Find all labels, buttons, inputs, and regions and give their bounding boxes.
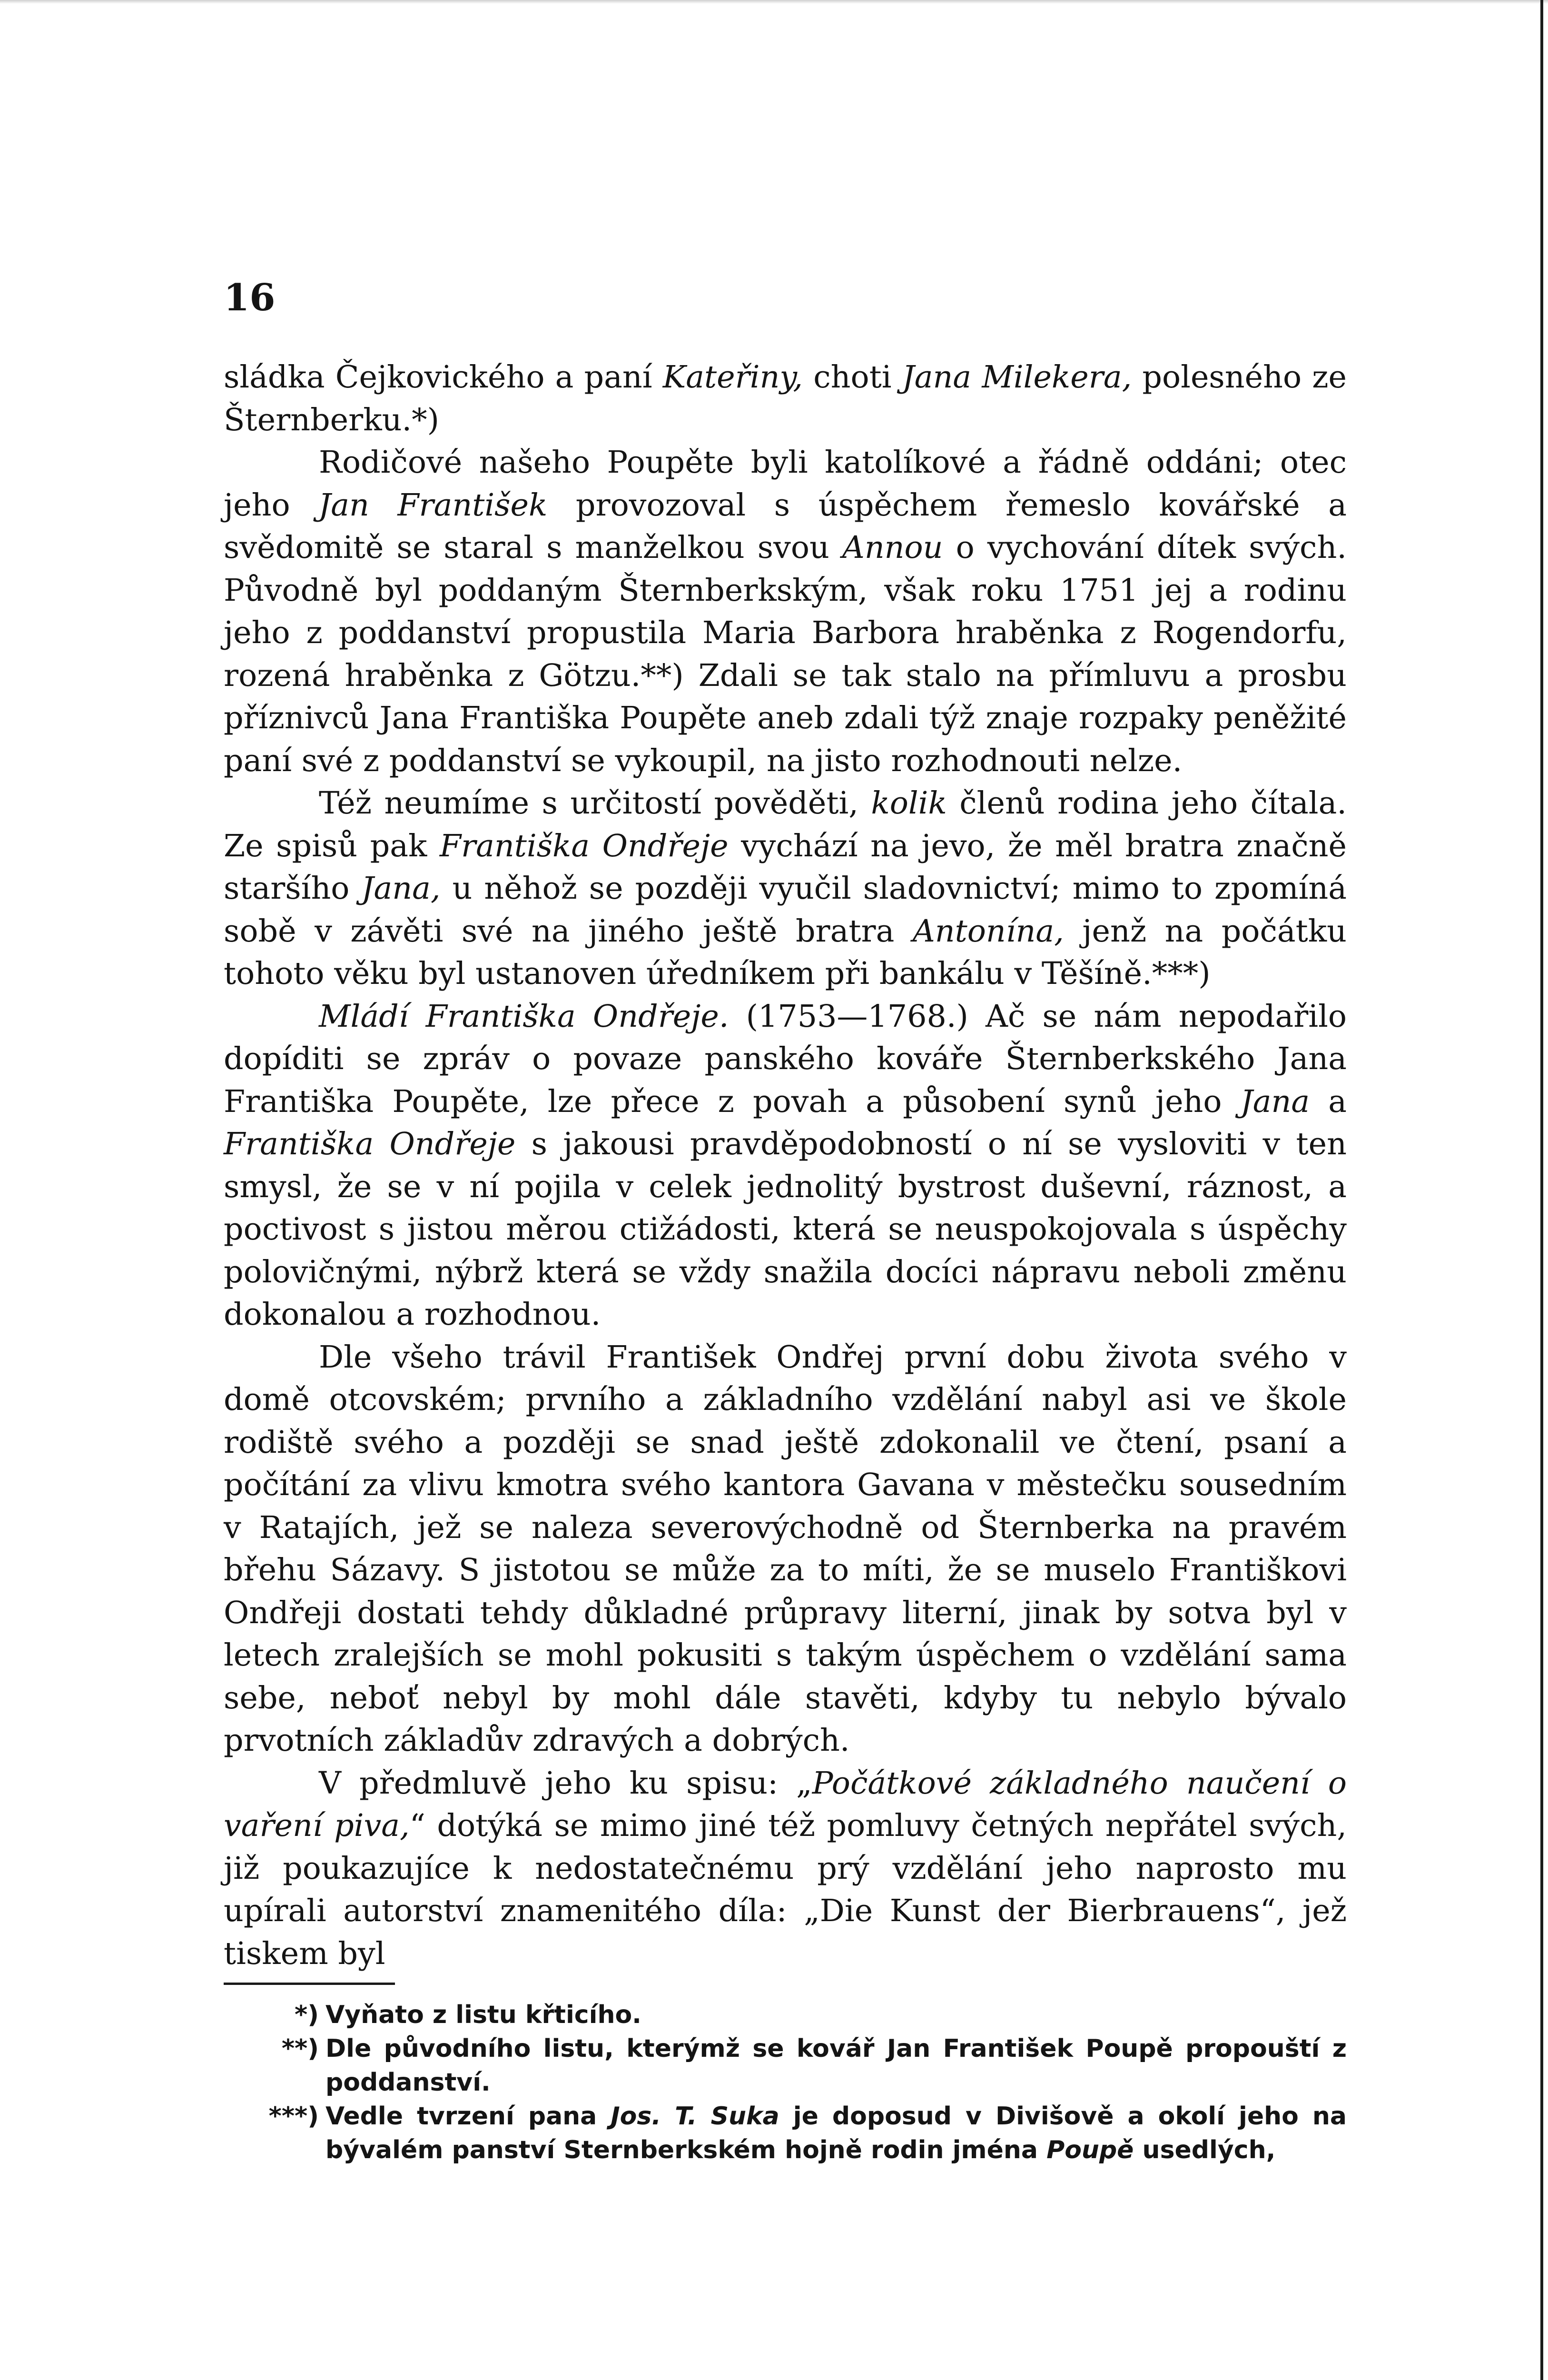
- text-run: provozoval s úspěchem řemeslo kovářské a svědomitě se staral s manželkou svou: [224, 487, 1347, 565]
- footnote-separator: [224, 1983, 395, 1985]
- text-run: V předmluvě jeho ku spisu: „: [319, 1765, 812, 1801]
- text-run: (1753—1768.) Ač se nám nepodařilo dopíditi se zpráv o povaze panského kováře Šternberkského Jana Františka Poupěte, lze přece z povah a působení synů jeho: [224, 998, 1347, 1120]
- italic-run: Poupě: [1046, 2136, 1134, 2164]
- page-number: 16: [224, 276, 276, 319]
- text-run: o vychování dítek svých. Původně byl poddaným Šternberkským, však roku 1751 jej a rodinu jeho z poddanství propustila Maria Barbora hraběnka z Rogendorfu, rozená hraběnka z Götzu.**) Zdali se tak stalo na přímluvu a prosbu příznivců Jana Františka Poupěte aneb zdali týž znaje rozpaky peněžité paní své z poddanství se vykoupil, na jisto rozhodnouti nelze.: [224, 530, 1347, 779]
- text-run: u něhož se později vyučil sladovnictví; mimo to zpomíná sobě v závěti své na jiného ještě bratra: [224, 871, 1347, 949]
- text-run: vychází na jevo, že měl bratra značně staršího: [224, 828, 1347, 906]
- footnote: [224, 1998, 1347, 2032]
- text-run: Též neumíme s určitostí pověděti,: [319, 785, 871, 821]
- text-run: a: [1310, 1083, 1347, 1120]
- italic-run: Kateřiny,: [662, 359, 803, 395]
- footnotes: [224, 1998, 1347, 2167]
- paragraph: [224, 441, 1347, 782]
- text-run: je doposud v Divišově a okolí jeho na bývalém panství Sternberkském hojně rodin jména: [325, 2102, 1347, 2164]
- text-run: Dle původního listu, kterýmž se kovář Jan František Poupě propouští z poddanství.: [325, 2034, 1347, 2097]
- footnote-mark: *): [295, 2001, 319, 2029]
- italic-run: Antonína,: [912, 913, 1064, 949]
- footnote: [224, 2100, 1347, 2167]
- footnote-text: [325, 2032, 1347, 2100]
- text-run: “ dotýká se mimo jiné též pomluvy četných nepřátel svých, již poukazujíce k nedostatečnému prý vzdělání jeho naprosto mu upírali autorství znamenitého díla: „Die Kunst der Bierbrauens“, jež tiskem byl: [224, 1808, 1347, 1972]
- italic-run: Jana Milekera,: [902, 359, 1132, 395]
- footnote-text: [325, 2100, 1347, 2167]
- footnote-mark: ***): [268, 2102, 319, 2131]
- italic-run: Jana,: [361, 871, 441, 906]
- page-binding-edge: [1540, 0, 1543, 2380]
- paragraph: [224, 1762, 1347, 1975]
- italic-run: Jan František: [318, 487, 548, 523]
- italic-run: Františka Ondřeje: [224, 1126, 516, 1162]
- page-top-shadow: [0, 0, 1548, 4]
- paragraph: [224, 356, 1347, 441]
- text-run: usedlých,: [1134, 2136, 1276, 2164]
- text-run: Vyňato z listu křticího.: [325, 2001, 641, 2029]
- paragraph: [224, 782, 1347, 995]
- italic-run: Počátkové základného naučení o vaření piva,: [224, 1765, 1347, 1844]
- text-run: jenž na počátku tohoto věku byl ustanoven úředníkem při bankálu v Těšíně.***): [224, 913, 1347, 992]
- text-run: choti: [803, 359, 902, 395]
- italic-run: kolik: [871, 785, 947, 821]
- main-text: [224, 356, 1347, 1975]
- footnote-mark: **): [281, 2034, 319, 2063]
- text-run: členů rodina jeho čítala. Ze spisů pak: [224, 785, 1347, 864]
- paragraph: [224, 995, 1347, 1336]
- italic-run: Annou: [842, 530, 943, 565]
- footnote-text: [325, 1998, 1347, 2032]
- paragraph: [224, 1336, 1347, 1762]
- text-run: Rodičové našeho Poupěte byli katolíkové a řádně oddáni; otec jeho: [224, 445, 1347, 523]
- text-run: polesného ze Šternberku.*): [224, 359, 1347, 438]
- italic-run: Františka Ondřeje: [439, 828, 729, 864]
- footnote: [224, 2032, 1347, 2100]
- text-run: sládka Čejkovického a paní: [224, 359, 663, 395]
- italic-run: Jos. T. Suka: [611, 2102, 779, 2131]
- italic-run: Jana: [1240, 1083, 1310, 1120]
- italic-run: Mládí Františka Ondřeje.: [319, 998, 729, 1034]
- text-run: Dle všeho trávil František Ondřej první dobu života svého v domě otcovském; prvního a základního vzdělání nabyl asi ve škole rodiště svého a později se snad ještě zdokonalil ve čtení, psaní a počítání za vlivu kmotra svého kantora Gavana v městečku sousedním v Ratajích, jež se naleza severovýchodně od Šternberka na pravém břehu Sázavy. S jistotou se může za to míti, že se muselo Františkovi Ondřeji dostati tehdy důkladné průpravy literní, jinak by sotva byl v letech zralejších se mohl pokusiti s takým úspěchem o vzdělání sama sebe, neboť nebyl by mohl dále stavěti, kdyby tu nebylo bývalo prvotních základův zdravých a dobrých.: [224, 1339, 1347, 1758]
- text-run: Vedle tvrzení pana: [325, 2102, 611, 2131]
- text-run: s jakousi pravděpodobností o ní se vysloviti v ten smysl, že se v ní pojila v celek jednolitý bystrost duševní, ráznost, a poctivost s jistou měrou ctižádosti, která se neuspokojovala s úspěchy polovičnými, nýbrž která se vždy snažila docíci nápravu neboli změnu dokonalou a rozhodnou.: [224, 1126, 1347, 1332]
